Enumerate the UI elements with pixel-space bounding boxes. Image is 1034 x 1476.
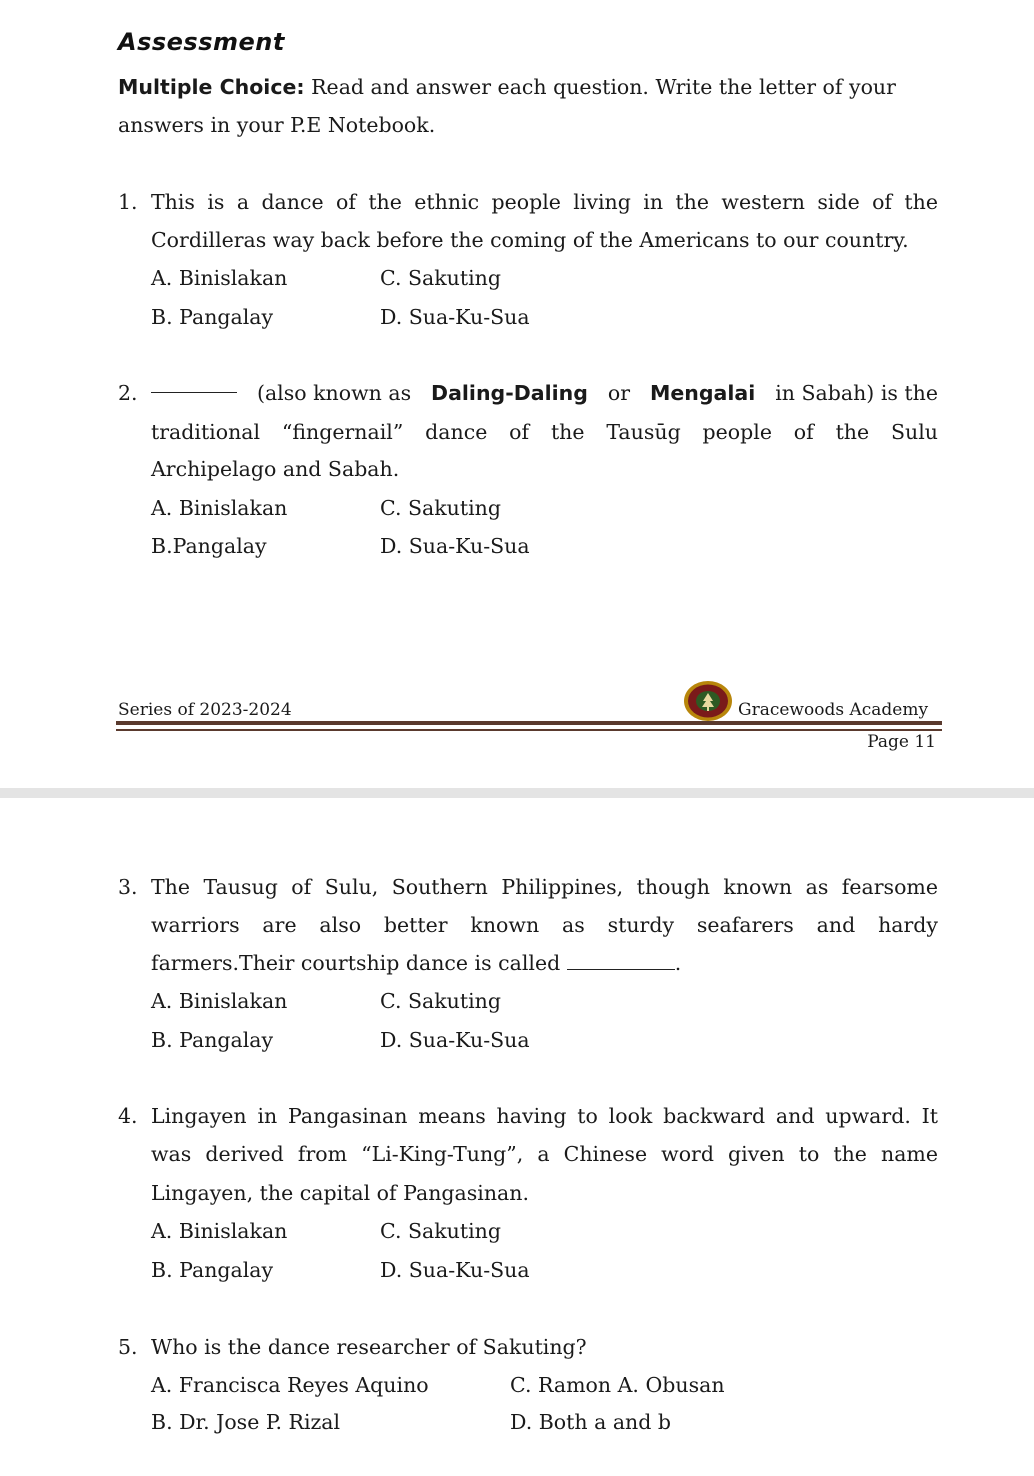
question-1-option-c: C. Sakuting <box>380 266 501 290</box>
instructions-line-1 <box>118 68 938 106</box>
question-1-option-d: D. Sua-Ku-Sua <box>380 305 530 329</box>
question-4-option-a: A. Binislakan <box>151 1219 288 1243</box>
question-4-line-2: was derived from “Li-King-Tung”, a Chinese word given to the name <box>151 1142 938 1166</box>
assessment-title: Assessment <box>118 28 285 56</box>
answer-blank <box>151 374 237 393</box>
question-1-option-b: B. Pangalay <box>151 305 274 329</box>
question-5-option-b: B. Dr. Jose P. Rizal <box>151 1410 341 1434</box>
question-3-option-b: B. Pangalay <box>151 1028 274 1052</box>
question-2-number: 2. <box>118 381 138 405</box>
answer-blank <box>567 951 675 970</box>
question-2-text-mid: or <box>607 381 631 405</box>
question-3-option-a: A. Binislakan <box>151 989 288 1013</box>
question-3-text: farmers.Their courtship dance is called <box>151 951 561 975</box>
question-4-number: 4. <box>118 1104 138 1128</box>
question-5-option-a: A. Francisca Reyes Aquino <box>151 1373 429 1397</box>
question-1-line-1: This is a dance of the ethnic people living in the western side of the <box>151 190 938 214</box>
page-number: Page 11 <box>867 732 936 752</box>
question-4-option-d: D. Sua-Ku-Sua <box>380 1258 530 1282</box>
question-3-line-3 <box>151 944 681 982</box>
question-2-line-2: traditional “fingernail” dance of the Tausūg people of the Sulu <box>151 420 938 444</box>
footer-school-name: Gracewoods Academy <box>738 700 929 720</box>
question-2-text-post: in Sabah) is the <box>775 381 938 405</box>
instructions-label: Multiple Choice: <box>118 75 305 99</box>
school-crest-logo <box>682 679 734 723</box>
question-2-option-b: B.Pangalay <box>151 534 267 558</box>
question-5-line-1: Who is the dance researcher of Sakuting? <box>151 1335 587 1359</box>
question-2-text-pre: (also known as <box>256 381 412 405</box>
question-4-line-1: Lingayen in Pangasinan means having to look backward and upward. It <box>151 1104 938 1128</box>
page-separator <box>0 788 1034 798</box>
question-2-option-c: C. Sakuting <box>380 496 501 520</box>
question-1-option-a: A. Binislakan <box>151 266 288 290</box>
question-3-number: 3. <box>118 875 138 899</box>
question-3-line-2: warriors are also better known as sturdy seafarers and hardy <box>151 913 938 937</box>
question-4-option-c: C. Sakuting <box>380 1219 501 1243</box>
question-2-line-1 <box>151 374 938 412</box>
question-1-line-2: Cordilleras way back before the coming of the Americans to our country. <box>151 228 909 252</box>
question-2-line-3: Archipelago and Sabah. <box>151 457 400 481</box>
question-2-option-d: D. Sua-Ku-Sua <box>380 534 530 558</box>
question-3-period: . <box>674 951 682 975</box>
question-5-number: 5. <box>118 1335 138 1359</box>
document-page-12 <box>0 798 1034 1476</box>
question-3-line-1: The Tausug of Sulu, Southern Philippines, though known as fearsome <box>151 875 938 899</box>
instructions-text-1: Read and answer each question. Write the letter of your <box>311 75 896 99</box>
instructions-line-2: answers in your P.E Notebook. <box>118 113 436 137</box>
question-5-option-d: D. Both a and b <box>510 1410 672 1434</box>
question-4-option-b: B. Pangalay <box>151 1258 274 1282</box>
footer-series: Series of 2023-2024 <box>118 700 292 720</box>
question-5-option-c: C. Ramon A. Obusan <box>510 1373 725 1397</box>
footer-rule-thin <box>116 729 942 731</box>
question-1-number: 1. <box>118 190 138 214</box>
question-4-line-3: Lingayen, the capital of Pangasinan. <box>151 1181 529 1205</box>
question-2-option-a: A. Binislakan <box>151 496 288 520</box>
question-3-option-c: C. Sakuting <box>380 989 501 1013</box>
question-2-bold-mengalai: Mengalai <box>649 381 756 405</box>
question-3-option-d: D. Sua-Ku-Sua <box>380 1028 530 1052</box>
question-2-bold-daling: Daling-Daling <box>431 381 588 405</box>
footer-rule-thick <box>116 721 942 725</box>
